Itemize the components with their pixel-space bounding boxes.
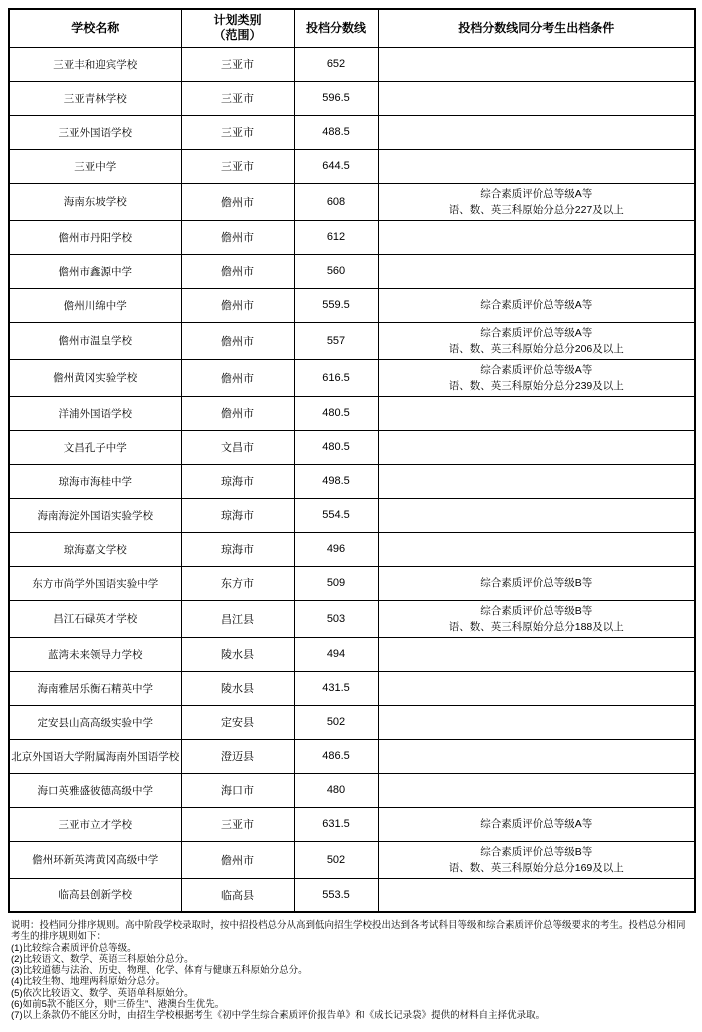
plan-category-cell: 陵水县 — [181, 637, 294, 671]
table-row — [9, 532, 695, 566]
school-name-cell: 三亚丰和迎宾学校 — [9, 47, 181, 81]
table-row — [9, 396, 695, 430]
score-line-cell: 631.5 — [294, 807, 378, 841]
tiebreak-conditions-cell — [378, 288, 695, 322]
tiebreak-conditions-cell — [378, 220, 695, 254]
note-item-6: (6)如前5款不能区分，则“三侨生”、港澳台生优先。 — [11, 999, 225, 1011]
tiebreak-condition-line1: 综合素质评价总等级A等 — [480, 187, 593, 200]
plan-category-cell: 儋州市 — [181, 288, 294, 322]
tiebreak-conditions-cell — [378, 254, 695, 288]
tiebreak-conditions-cell — [378, 739, 695, 773]
tiebreak-conditions-cell — [378, 532, 695, 566]
notes-intro: 说明：投档同分排序规则。高中阶段学校录取时，按中招投档总分从高到低向招生学校投出达到各考试科目等级和综合素质评价总等级要求的考生。投档总分相同考生的排序规则如下： — [11, 920, 686, 943]
school-name-cell: 昌江石碌英才学校 — [9, 600, 181, 637]
score-line-cell: 559.5 — [294, 288, 378, 322]
header-tiebreak-conditions: 投档分数线同分考生出档条件 — [378, 9, 695, 47]
tiebreak-condition-line2: 语、数、英三科原始分总分188及以上 — [448, 620, 624, 633]
header-school-name: 学校名称 — [9, 9, 181, 47]
tiebreak-condition-line2: 语、数、英三科原始分总分206及以上 — [448, 342, 624, 355]
table-row — [9, 705, 695, 739]
header-score-line: 投档分数线 — [294, 9, 378, 47]
plan-category-cell: 三亚市 — [181, 807, 294, 841]
header-plan-category — [181, 9, 294, 47]
tiebreak-conditions-cell — [378, 464, 695, 498]
school-name-cell: 儋州川绵中学 — [9, 288, 181, 322]
score-line-cell: 644.5 — [294, 149, 378, 183]
plan-category-cell: 三亚市 — [181, 47, 294, 81]
table-row — [9, 566, 695, 600]
tiebreak-condition-line1: 综合素质评价总等级A等 — [480, 326, 593, 339]
table-body — [9, 47, 695, 912]
table-row — [9, 115, 695, 149]
tiebreak-condition-line1: 综合素质评价总等级B等 — [480, 845, 593, 858]
plan-category-cell: 三亚市 — [181, 115, 294, 149]
score-line-cell: 486.5 — [294, 739, 378, 773]
table-row — [9, 600, 695, 637]
school-name-cell: 临高县创新学校 — [9, 878, 181, 912]
table-row — [9, 220, 695, 254]
school-name-cell: 儋州黄冈实验学校 — [9, 359, 181, 396]
plan-category-cell: 澄迈县 — [181, 739, 294, 773]
tiebreak-conditions-cell — [378, 115, 695, 149]
note-item-4: (4)比较生物、地理两科原始分总分。 — [11, 976, 166, 988]
tiebreak-condition-line1: 综合素质评价总等级B等 — [480, 577, 593, 589]
school-name-cell: 定安县山高高级实验中学 — [9, 705, 181, 739]
table-row — [9, 878, 695, 912]
score-line-cell: 652 — [294, 47, 378, 81]
note-item-3: (3)比较道德与法治、历史、物理、化学、体育与健康五科原始分总分。 — [11, 965, 308, 977]
tiebreak-conditions-cell — [378, 430, 695, 464]
tiebreak-conditions-cell — [378, 807, 695, 841]
tiebreak-conditions-cell — [378, 498, 695, 532]
plan-category-cell: 三亚市 — [181, 81, 294, 115]
table-row — [9, 47, 695, 81]
school-name-cell: 文昌孔子中学 — [9, 430, 181, 464]
tiebreak-condition-line2: 语、数、英三科原始分总分169及以上 — [448, 861, 624, 874]
tiebreak-conditions-cell — [378, 841, 695, 878]
tiebreak-conditions-cell — [378, 47, 695, 81]
school-name-cell: 海南雅居乐衡石精英中学 — [9, 671, 181, 705]
school-name-cell: 东方市尚学外国语实验中学 — [9, 566, 181, 600]
tiebreak-condition-line1: 综合素质评价总等级A等 — [480, 363, 593, 376]
plan-category-cell: 文昌市 — [181, 430, 294, 464]
tiebreak-conditions-cell — [378, 149, 695, 183]
tiebreak-condition-line1: 综合素质评价总等级B等 — [480, 604, 593, 617]
plan-category-cell: 昌江县 — [181, 600, 294, 637]
table-row — [9, 149, 695, 183]
table-row — [9, 498, 695, 532]
score-line-table — [8, 8, 696, 913]
school-name-cell: 海南海淀外国语实验学校 — [9, 498, 181, 532]
table-row — [9, 637, 695, 671]
school-name-cell: 蓝湾未来领导力学校 — [9, 637, 181, 671]
plan-category-cell: 儋州市 — [181, 220, 294, 254]
school-name-cell: 海南东坡学校 — [9, 183, 181, 220]
header-row — [9, 9, 695, 47]
school-name-cell: 三亚中学 — [9, 149, 181, 183]
plan-category-cell: 临高县 — [181, 878, 294, 912]
score-line-cell: 553.5 — [294, 878, 378, 912]
plan-category-cell: 定安县 — [181, 705, 294, 739]
score-line-cell: 503 — [294, 600, 378, 637]
score-line-cell: 502 — [294, 705, 378, 739]
plan-category-cell: 儋州市 — [181, 183, 294, 220]
header-plan-category-line2: （范围） — [213, 28, 262, 43]
plan-category-cell: 东方市 — [181, 566, 294, 600]
plan-category-cell: 三亚市 — [181, 149, 294, 183]
tiebreak-conditions-cell — [378, 773, 695, 807]
tiebreak-conditions-cell — [378, 878, 695, 912]
score-line-cell: 560 — [294, 254, 378, 288]
plan-category-cell: 儋州市 — [181, 359, 294, 396]
school-name-cell: 北京外国语大学附属海南外国语学校 — [9, 739, 181, 773]
plan-category-cell: 儋州市 — [181, 396, 294, 430]
tiebreak-conditions-cell — [378, 183, 695, 220]
score-line-cell: 616.5 — [294, 359, 378, 396]
tiebreak-conditions-cell — [378, 396, 695, 430]
plan-category-cell: 琼海市 — [181, 464, 294, 498]
school-name-cell: 三亚青林学校 — [9, 81, 181, 115]
tiebreak-conditions-cell — [378, 322, 695, 359]
table-row — [9, 773, 695, 807]
score-line-cell: 554.5 — [294, 498, 378, 532]
school-name-cell: 儋州环新英湾黄冈高级中学 — [9, 841, 181, 878]
table-row — [9, 430, 695, 464]
score-line-cell: 496 — [294, 532, 378, 566]
table-row — [9, 183, 695, 220]
table-row — [9, 841, 695, 878]
table-row — [9, 254, 695, 288]
plan-category-cell: 琼海市 — [181, 498, 294, 532]
score-line-cell: 509 — [294, 566, 378, 600]
table-row — [9, 464, 695, 498]
school-name-cell: 洋浦外国语学校 — [9, 396, 181, 430]
tiebreak-condition-line2: 语、数、英三科原始分总分227及以上 — [448, 203, 624, 216]
table-row — [9, 322, 695, 359]
school-name-cell: 海口英雅盛彼德高级中学 — [9, 773, 181, 807]
table-row — [9, 739, 695, 773]
tiebreak-conditions-cell — [378, 359, 695, 396]
score-line-cell: 502 — [294, 841, 378, 878]
plan-category-cell: 儋州市 — [181, 322, 294, 359]
table-row — [9, 359, 695, 396]
school-name-cell: 儋州市鑫源中学 — [9, 254, 181, 288]
school-name-cell: 三亚外国语学校 — [9, 115, 181, 149]
tiebreak-conditions-cell — [378, 600, 695, 637]
tiebreak-condition-line1: 综合素质评价总等级A等 — [480, 299, 593, 311]
tiebreak-condition-line1: 综合素质评价总等级A等 — [480, 818, 593, 830]
note-item-7: (7)以上条款仍不能区分时，由招生学校根据考生《初中学生综合素质评价报告单》和《成长记录袋》提供的材料自主择优录取。 — [11, 1010, 546, 1022]
score-line-cell: 608 — [294, 183, 378, 220]
score-line-cell: 488.5 — [294, 115, 378, 149]
note-item-2: (2)比较语文、数学、英语三科原始分总分。 — [11, 953, 194, 965]
plan-category-cell: 琼海市 — [181, 532, 294, 566]
score-line-cell: 612 — [294, 220, 378, 254]
plan-category-cell: 儋州市 — [181, 841, 294, 878]
table-row — [9, 807, 695, 841]
tiebreak-condition-line2: 语、数、英三科原始分总分239及以上 — [448, 379, 624, 392]
school-name-cell: 琼海嘉文学校 — [9, 532, 181, 566]
header-plan-category-line1: 计划类别 — [213, 13, 262, 28]
table-header — [9, 9, 695, 47]
table-row — [9, 81, 695, 115]
table-row — [9, 288, 695, 322]
score-line-cell: 431.5 — [294, 671, 378, 705]
note-item-1: (1)比较综合素质评价总等级。 — [11, 942, 137, 954]
tiebreak-conditions-cell — [378, 81, 695, 115]
tiebreak-conditions-cell — [378, 566, 695, 600]
score-line-cell: 557 — [294, 322, 378, 359]
school-name-cell: 三亚市立才学校 — [9, 807, 181, 841]
tiebreak-conditions-cell — [378, 637, 695, 671]
note-item-5: (5)依次比较语文、数学、英语单科原始分。 — [11, 987, 194, 999]
score-line-cell: 494 — [294, 637, 378, 671]
score-line-cell: 480.5 — [294, 396, 378, 430]
plan-category-cell: 儋州市 — [181, 254, 294, 288]
tiebreak-conditions-cell — [378, 671, 695, 705]
school-name-cell: 琼海市海桂中学 — [9, 464, 181, 498]
score-line-cell: 480 — [294, 773, 378, 807]
plan-category-cell: 陵水县 — [181, 671, 294, 705]
school-name-cell: 儋州市温皇学校 — [9, 322, 181, 359]
table-row — [9, 671, 695, 705]
notes-section — [8, 913, 694, 1022]
tiebreak-conditions-cell — [378, 705, 695, 739]
school-name-cell: 儋州市丹阳学校 — [9, 220, 181, 254]
score-line-cell: 480.5 — [294, 430, 378, 464]
score-line-cell: 596.5 — [294, 81, 378, 115]
plan-category-cell: 海口市 — [181, 773, 294, 807]
score-line-cell: 498.5 — [294, 464, 378, 498]
